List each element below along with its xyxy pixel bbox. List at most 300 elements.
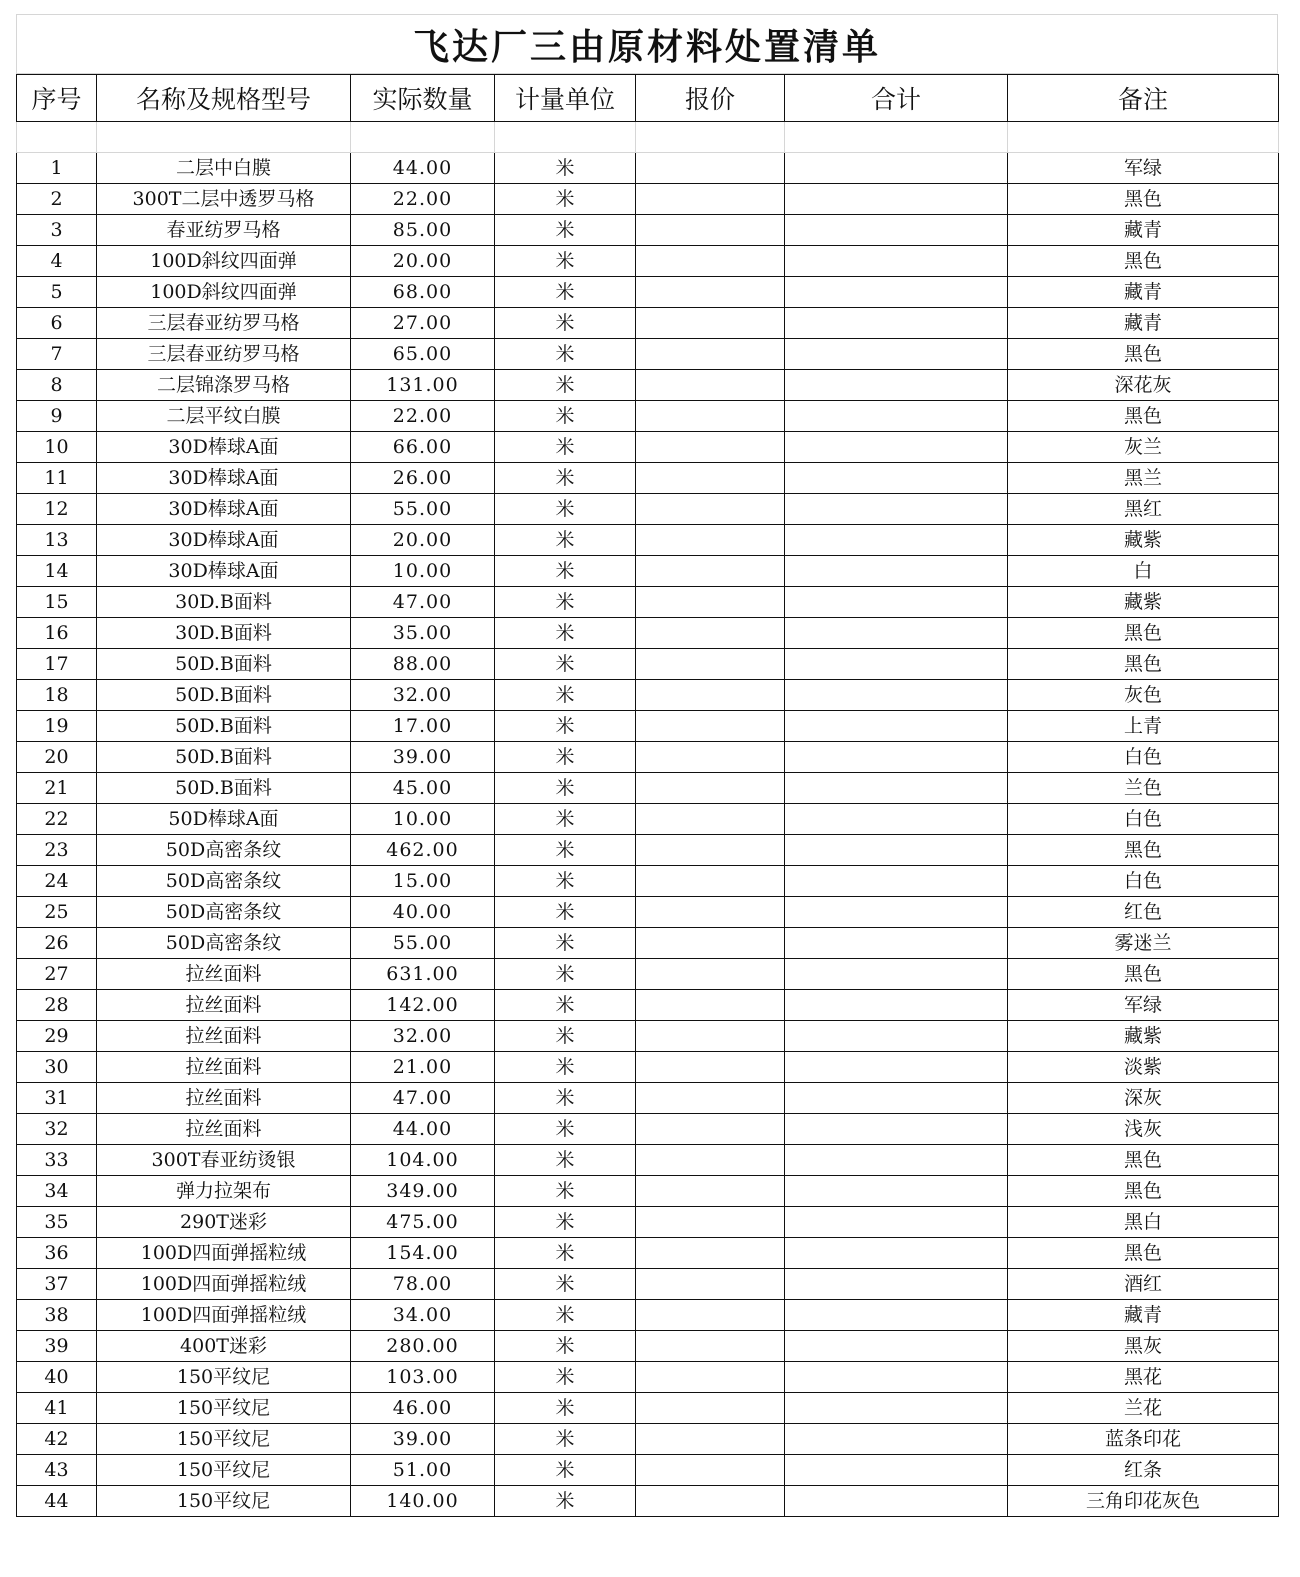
row-remark-cell[interactable]: 黑色	[1008, 1145, 1279, 1176]
row-quantity-cell[interactable]: 131.00	[351, 370, 495, 401]
row-unit-cell[interactable]: 米	[495, 1393, 636, 1424]
row-index-cell[interactable]: 43	[17, 1455, 97, 1486]
row-remark-cell[interactable]: 浅灰	[1008, 1114, 1279, 1145]
row-remark-cell[interactable]: 兰花	[1008, 1393, 1279, 1424]
row-quote-cell[interactable]	[636, 184, 785, 215]
row-index-cell[interactable]: 21	[17, 773, 97, 804]
row-name-cell[interactable]: 150平纹尼	[97, 1424, 351, 1455]
row-quantity-cell[interactable]: 65.00	[351, 339, 495, 370]
row-unit-cell[interactable]: 米	[495, 556, 636, 587]
row-quote-cell[interactable]	[636, 711, 785, 742]
row-total-cell[interactable]	[785, 432, 1008, 463]
row-quote-cell[interactable]	[636, 835, 785, 866]
row-quantity-cell[interactable]: 51.00	[351, 1455, 495, 1486]
header-quantity[interactable]: 实际数量	[351, 75, 495, 122]
row-quantity-cell[interactable]: 27.00	[351, 308, 495, 339]
row-name-cell[interactable]: 300T二层中透罗马格	[97, 184, 351, 215]
row-quantity-cell[interactable]: 142.00	[351, 990, 495, 1021]
row-index-cell[interactable]: 16	[17, 618, 97, 649]
row-unit-cell[interactable]: 米	[495, 525, 636, 556]
row-index-cell[interactable]: 34	[17, 1176, 97, 1207]
row-index-cell[interactable]: 44	[17, 1486, 97, 1517]
row-quantity-cell[interactable]: 631.00	[351, 959, 495, 990]
row-index-cell[interactable]: 20	[17, 742, 97, 773]
row-unit-cell[interactable]: 米	[495, 1362, 636, 1393]
row-quote-cell[interactable]	[636, 1238, 785, 1269]
row-unit-cell[interactable]: 米	[495, 680, 636, 711]
empty-cell[interactable]	[636, 122, 785, 153]
row-name-cell[interactable]: 30D棒球A面	[97, 494, 351, 525]
row-index-cell[interactable]: 12	[17, 494, 97, 525]
row-remark-cell[interactable]: 深灰	[1008, 1083, 1279, 1114]
row-total-cell[interactable]	[785, 587, 1008, 618]
row-unit-cell[interactable]: 米	[495, 897, 636, 928]
sheet-title[interactable]: 飞达厂三由原材料处置清单	[16, 14, 1278, 74]
row-unit-cell[interactable]: 米	[495, 1145, 636, 1176]
row-unit-cell[interactable]: 米	[495, 1455, 636, 1486]
row-index-cell[interactable]: 28	[17, 990, 97, 1021]
row-unit-cell[interactable]: 米	[495, 494, 636, 525]
row-remark-cell[interactable]: 灰兰	[1008, 432, 1279, 463]
row-quantity-cell[interactable]: 475.00	[351, 1207, 495, 1238]
row-total-cell[interactable]	[785, 1238, 1008, 1269]
row-total-cell[interactable]	[785, 1331, 1008, 1362]
row-total-cell[interactable]	[785, 215, 1008, 246]
row-remark-cell[interactable]: 藏紫	[1008, 587, 1279, 618]
row-total-cell[interactable]	[785, 804, 1008, 835]
row-total-cell[interactable]	[785, 773, 1008, 804]
row-quote-cell[interactable]	[636, 277, 785, 308]
row-remark-cell[interactable]: 黑色	[1008, 835, 1279, 866]
row-index-cell[interactable]: 41	[17, 1393, 97, 1424]
row-unit-cell[interactable]: 米	[495, 339, 636, 370]
row-remark-cell[interactable]: 蓝条印花	[1008, 1424, 1279, 1455]
row-index-cell[interactable]: 26	[17, 928, 97, 959]
row-total-cell[interactable]	[785, 1424, 1008, 1455]
row-quote-cell[interactable]	[636, 1331, 785, 1362]
row-quote-cell[interactable]	[636, 215, 785, 246]
row-index-cell[interactable]: 40	[17, 1362, 97, 1393]
header-unit[interactable]: 计量单位	[495, 75, 636, 122]
row-remark-cell[interactable]: 白色	[1008, 804, 1279, 835]
row-unit-cell[interactable]: 米	[495, 618, 636, 649]
row-index-cell[interactable]: 6	[17, 308, 97, 339]
row-total-cell[interactable]	[785, 401, 1008, 432]
row-unit-cell[interactable]: 米	[495, 711, 636, 742]
row-total-cell[interactable]	[785, 494, 1008, 525]
row-total-cell[interactable]	[785, 1145, 1008, 1176]
row-quantity-cell[interactable]: 17.00	[351, 711, 495, 742]
row-name-cell[interactable]: 100D斜纹四面弹	[97, 277, 351, 308]
row-name-cell[interactable]: 400T迷彩	[97, 1331, 351, 1362]
row-unit-cell[interactable]: 米	[495, 1114, 636, 1145]
row-total-cell[interactable]	[785, 1083, 1008, 1114]
row-name-cell[interactable]: 50D高密条纹	[97, 897, 351, 928]
row-name-cell[interactable]: 拉丝面料	[97, 1114, 351, 1145]
row-quote-cell[interactable]	[636, 370, 785, 401]
row-quote-cell[interactable]	[636, 1052, 785, 1083]
row-quantity-cell[interactable]: 21.00	[351, 1052, 495, 1083]
row-name-cell[interactable]: 150平纹尼	[97, 1486, 351, 1517]
row-name-cell[interactable]: 150平纹尼	[97, 1455, 351, 1486]
row-quantity-cell[interactable]: 66.00	[351, 432, 495, 463]
row-remark-cell[interactable]: 黑兰	[1008, 463, 1279, 494]
row-index-cell[interactable]: 42	[17, 1424, 97, 1455]
row-quote-cell[interactable]	[636, 1114, 785, 1145]
row-remark-cell[interactable]: 兰色	[1008, 773, 1279, 804]
row-name-cell[interactable]: 拉丝面料	[97, 1083, 351, 1114]
row-remark-cell[interactable]: 黑色	[1008, 1238, 1279, 1269]
row-quantity-cell[interactable]: 85.00	[351, 215, 495, 246]
row-index-cell[interactable]: 19	[17, 711, 97, 742]
empty-cell[interactable]	[495, 122, 636, 153]
row-unit-cell[interactable]: 米	[495, 742, 636, 773]
row-quantity-cell[interactable]: 26.00	[351, 463, 495, 494]
row-quantity-cell[interactable]: 10.00	[351, 804, 495, 835]
row-index-cell[interactable]: 25	[17, 897, 97, 928]
row-unit-cell[interactable]: 米	[495, 1269, 636, 1300]
row-unit-cell[interactable]: 米	[495, 246, 636, 277]
row-total-cell[interactable]	[785, 153, 1008, 184]
row-name-cell[interactable]: 150平纹尼	[97, 1393, 351, 1424]
row-quantity-cell[interactable]: 39.00	[351, 1424, 495, 1455]
row-quantity-cell[interactable]: 104.00	[351, 1145, 495, 1176]
row-quantity-cell[interactable]: 35.00	[351, 618, 495, 649]
header-quote[interactable]: 报价	[636, 75, 785, 122]
row-index-cell[interactable]: 13	[17, 525, 97, 556]
row-name-cell[interactable]: 100D四面弹摇粒绒	[97, 1238, 351, 1269]
row-quote-cell[interactable]	[636, 1207, 785, 1238]
row-quantity-cell[interactable]: 20.00	[351, 525, 495, 556]
row-quantity-cell[interactable]: 40.00	[351, 897, 495, 928]
row-index-cell[interactable]: 31	[17, 1083, 97, 1114]
row-unit-cell[interactable]: 米	[495, 1083, 636, 1114]
row-total-cell[interactable]	[785, 1455, 1008, 1486]
row-unit-cell[interactable]: 米	[495, 1176, 636, 1207]
row-quote-cell[interactable]	[636, 1269, 785, 1300]
row-remark-cell[interactable]: 灰色	[1008, 680, 1279, 711]
row-unit-cell[interactable]: 米	[495, 370, 636, 401]
empty-cell[interactable]	[351, 122, 495, 153]
row-remark-cell[interactable]: 黑色	[1008, 401, 1279, 432]
row-quote-cell[interactable]	[636, 432, 785, 463]
row-name-cell[interactable]: 30D棒球A面	[97, 463, 351, 494]
row-total-cell[interactable]	[785, 1393, 1008, 1424]
row-name-cell[interactable]: 50D.B面料	[97, 711, 351, 742]
row-quote-cell[interactable]	[636, 308, 785, 339]
row-name-cell[interactable]: 50D高密条纹	[97, 928, 351, 959]
row-quantity-cell[interactable]: 140.00	[351, 1486, 495, 1517]
row-remark-cell[interactable]: 黑色	[1008, 649, 1279, 680]
row-remark-cell[interactable]: 上青	[1008, 711, 1279, 742]
row-quote-cell[interactable]	[636, 1455, 785, 1486]
row-name-cell[interactable]: 拉丝面料	[97, 1021, 351, 1052]
row-total-cell[interactable]	[785, 711, 1008, 742]
row-quantity-cell[interactable]: 280.00	[351, 1331, 495, 1362]
row-index-cell[interactable]: 3	[17, 215, 97, 246]
row-name-cell[interactable]: 二层中白膜	[97, 153, 351, 184]
row-quantity-cell[interactable]: 349.00	[351, 1176, 495, 1207]
row-unit-cell[interactable]: 米	[495, 773, 636, 804]
row-name-cell[interactable]: 二层平纹白膜	[97, 401, 351, 432]
empty-cell[interactable]	[17, 122, 97, 153]
row-quote-cell[interactable]	[636, 1486, 785, 1517]
row-name-cell[interactable]: 50D高密条纹	[97, 835, 351, 866]
row-total-cell[interactable]	[785, 866, 1008, 897]
row-unit-cell[interactable]: 米	[495, 308, 636, 339]
row-total-cell[interactable]	[785, 742, 1008, 773]
row-quantity-cell[interactable]: 22.00	[351, 184, 495, 215]
row-name-cell[interactable]: 50D.B面料	[97, 680, 351, 711]
row-quantity-cell[interactable]: 34.00	[351, 1300, 495, 1331]
row-name-cell[interactable]: 三层春亚纺罗马格	[97, 339, 351, 370]
row-total-cell[interactable]	[785, 1300, 1008, 1331]
row-remark-cell[interactable]: 白色	[1008, 866, 1279, 897]
row-quantity-cell[interactable]: 55.00	[351, 928, 495, 959]
row-quote-cell[interactable]	[636, 928, 785, 959]
row-quantity-cell[interactable]: 78.00	[351, 1269, 495, 1300]
row-total-cell[interactable]	[785, 556, 1008, 587]
row-remark-cell[interactable]: 黑色	[1008, 184, 1279, 215]
row-name-cell[interactable]: 50D.B面料	[97, 773, 351, 804]
row-quote-cell[interactable]	[636, 1424, 785, 1455]
row-quote-cell[interactable]	[636, 1362, 785, 1393]
row-unit-cell[interactable]: 米	[495, 587, 636, 618]
row-unit-cell[interactable]: 米	[495, 1300, 636, 1331]
row-total-cell[interactable]	[785, 618, 1008, 649]
row-index-cell[interactable]: 27	[17, 959, 97, 990]
row-unit-cell[interactable]: 米	[495, 153, 636, 184]
row-index-cell[interactable]: 37	[17, 1269, 97, 1300]
row-total-cell[interactable]	[785, 308, 1008, 339]
row-remark-cell[interactable]: 黑色	[1008, 339, 1279, 370]
row-total-cell[interactable]	[785, 649, 1008, 680]
row-quantity-cell[interactable]: 88.00	[351, 649, 495, 680]
header-total[interactable]: 合计	[785, 75, 1008, 122]
row-unit-cell[interactable]: 米	[495, 1207, 636, 1238]
row-name-cell[interactable]: 50D.B面料	[97, 649, 351, 680]
row-unit-cell[interactable]: 米	[495, 184, 636, 215]
row-quote-cell[interactable]	[636, 990, 785, 1021]
row-total-cell[interactable]	[785, 1021, 1008, 1052]
row-quote-cell[interactable]	[636, 1176, 785, 1207]
row-name-cell[interactable]: 弹力拉架布	[97, 1176, 351, 1207]
row-quote-cell[interactable]	[636, 897, 785, 928]
row-total-cell[interactable]	[785, 1207, 1008, 1238]
row-remark-cell[interactable]: 深花灰	[1008, 370, 1279, 401]
row-quote-cell[interactable]	[636, 494, 785, 525]
row-remark-cell[interactable]: 黑白	[1008, 1207, 1279, 1238]
row-total-cell[interactable]	[785, 246, 1008, 277]
row-index-cell[interactable]: 15	[17, 587, 97, 618]
row-remark-cell[interactable]: 淡紫	[1008, 1052, 1279, 1083]
row-remark-cell[interactable]: 黑花	[1008, 1362, 1279, 1393]
empty-cell[interactable]	[1008, 122, 1279, 153]
row-remark-cell[interactable]: 藏青	[1008, 277, 1279, 308]
row-unit-cell[interactable]: 米	[495, 401, 636, 432]
row-name-cell[interactable]: 拉丝面料	[97, 959, 351, 990]
header-index[interactable]: 序号	[17, 75, 97, 122]
row-quantity-cell[interactable]: 44.00	[351, 1114, 495, 1145]
row-quote-cell[interactable]	[636, 463, 785, 494]
row-quantity-cell[interactable]: 10.00	[351, 556, 495, 587]
row-quantity-cell[interactable]: 22.00	[351, 401, 495, 432]
row-name-cell[interactable]: 100D斜纹四面弹	[97, 246, 351, 277]
row-quote-cell[interactable]	[636, 525, 785, 556]
row-quote-cell[interactable]	[636, 1145, 785, 1176]
row-index-cell[interactable]: 24	[17, 866, 97, 897]
row-index-cell[interactable]: 35	[17, 1207, 97, 1238]
row-quantity-cell[interactable]: 20.00	[351, 246, 495, 277]
row-total-cell[interactable]	[785, 277, 1008, 308]
row-index-cell[interactable]: 4	[17, 246, 97, 277]
row-name-cell[interactable]: 100D四面弹摇粒绒	[97, 1269, 351, 1300]
row-quote-cell[interactable]	[636, 556, 785, 587]
row-remark-cell[interactable]: 藏青	[1008, 1300, 1279, 1331]
row-remark-cell[interactable]: 黑灰	[1008, 1331, 1279, 1362]
row-index-cell[interactable]: 17	[17, 649, 97, 680]
row-unit-cell[interactable]: 米	[495, 959, 636, 990]
row-quote-cell[interactable]	[636, 401, 785, 432]
row-unit-cell[interactable]: 米	[495, 866, 636, 897]
row-quote-cell[interactable]	[636, 804, 785, 835]
row-unit-cell[interactable]: 米	[495, 1331, 636, 1362]
row-quote-cell[interactable]	[636, 153, 785, 184]
row-name-cell[interactable]: 拉丝面料	[97, 1052, 351, 1083]
row-unit-cell[interactable]: 米	[495, 649, 636, 680]
row-total-cell[interactable]	[785, 897, 1008, 928]
row-unit-cell[interactable]: 米	[495, 463, 636, 494]
row-quantity-cell[interactable]: 32.00	[351, 1021, 495, 1052]
row-name-cell[interactable]: 春亚纺罗马格	[97, 215, 351, 246]
row-remark-cell[interactable]: 藏青	[1008, 215, 1279, 246]
row-remark-cell[interactable]: 雾迷兰	[1008, 928, 1279, 959]
row-quantity-cell[interactable]: 68.00	[351, 277, 495, 308]
row-name-cell[interactable]: 30D.B面料	[97, 618, 351, 649]
row-quantity-cell[interactable]: 32.00	[351, 680, 495, 711]
row-total-cell[interactable]	[785, 1052, 1008, 1083]
row-quantity-cell[interactable]: 44.00	[351, 153, 495, 184]
row-index-cell[interactable]: 23	[17, 835, 97, 866]
row-index-cell[interactable]: 30	[17, 1052, 97, 1083]
row-unit-cell[interactable]: 米	[495, 277, 636, 308]
row-quantity-cell[interactable]: 47.00	[351, 587, 495, 618]
header-remark[interactable]: 备注	[1008, 75, 1279, 122]
row-total-cell[interactable]	[785, 928, 1008, 959]
row-remark-cell[interactable]: 白	[1008, 556, 1279, 587]
row-remark-cell[interactable]: 军绿	[1008, 153, 1279, 184]
row-index-cell[interactable]: 33	[17, 1145, 97, 1176]
row-total-cell[interactable]	[785, 1362, 1008, 1393]
row-quote-cell[interactable]	[636, 866, 785, 897]
row-index-cell[interactable]: 29	[17, 1021, 97, 1052]
row-name-cell[interactable]: 30D棒球A面	[97, 525, 351, 556]
row-name-cell[interactable]: 拉丝面料	[97, 990, 351, 1021]
row-total-cell[interactable]	[785, 835, 1008, 866]
row-index-cell[interactable]: 11	[17, 463, 97, 494]
row-unit-cell[interactable]: 米	[495, 928, 636, 959]
row-index-cell[interactable]: 39	[17, 1331, 97, 1362]
row-total-cell[interactable]	[785, 339, 1008, 370]
row-index-cell[interactable]: 5	[17, 277, 97, 308]
row-quantity-cell[interactable]: 55.00	[351, 494, 495, 525]
row-remark-cell[interactable]: 红条	[1008, 1455, 1279, 1486]
row-name-cell[interactable]: 150平纹尼	[97, 1362, 351, 1393]
row-name-cell[interactable]: 三层春亚纺罗马格	[97, 308, 351, 339]
row-remark-cell[interactable]: 黑红	[1008, 494, 1279, 525]
row-remark-cell[interactable]: 藏青	[1008, 308, 1279, 339]
row-unit-cell[interactable]: 米	[495, 990, 636, 1021]
row-quantity-cell[interactable]: 39.00	[351, 742, 495, 773]
row-total-cell[interactable]	[785, 525, 1008, 556]
row-index-cell[interactable]: 10	[17, 432, 97, 463]
row-quote-cell[interactable]	[636, 1300, 785, 1331]
row-quote-cell[interactable]	[636, 742, 785, 773]
row-name-cell[interactable]: 30D.B面料	[97, 587, 351, 618]
row-remark-cell[interactable]: 黑色	[1008, 246, 1279, 277]
row-quote-cell[interactable]	[636, 649, 785, 680]
row-total-cell[interactable]	[785, 184, 1008, 215]
row-remark-cell[interactable]: 军绿	[1008, 990, 1279, 1021]
row-index-cell[interactable]: 18	[17, 680, 97, 711]
row-quote-cell[interactable]	[636, 587, 785, 618]
row-unit-cell[interactable]: 米	[495, 215, 636, 246]
empty-cell[interactable]	[97, 122, 351, 153]
row-index-cell[interactable]: 8	[17, 370, 97, 401]
row-index-cell[interactable]: 14	[17, 556, 97, 587]
row-index-cell[interactable]: 9	[17, 401, 97, 432]
row-quote-cell[interactable]	[636, 339, 785, 370]
row-unit-cell[interactable]: 米	[495, 1021, 636, 1052]
row-name-cell[interactable]: 290T迷彩	[97, 1207, 351, 1238]
row-name-cell[interactable]: 30D棒球A面	[97, 432, 351, 463]
row-unit-cell[interactable]: 米	[495, 835, 636, 866]
row-quote-cell[interactable]	[636, 959, 785, 990]
row-name-cell[interactable]: 30D棒球A面	[97, 556, 351, 587]
row-remark-cell[interactable]: 酒红	[1008, 1269, 1279, 1300]
row-quote-cell[interactable]	[636, 618, 785, 649]
row-remark-cell[interactable]: 白色	[1008, 742, 1279, 773]
row-total-cell[interactable]	[785, 1269, 1008, 1300]
row-name-cell[interactable]: 50D高密条纹	[97, 866, 351, 897]
row-remark-cell[interactable]: 藏紫	[1008, 1021, 1279, 1052]
row-name-cell[interactable]: 300T春亚纺烫银	[97, 1145, 351, 1176]
row-remark-cell[interactable]: 红色	[1008, 897, 1279, 928]
row-quantity-cell[interactable]: 462.00	[351, 835, 495, 866]
row-quote-cell[interactable]	[636, 246, 785, 277]
row-remark-cell[interactable]: 黑色	[1008, 959, 1279, 990]
row-name-cell[interactable]: 100D四面弹摇粒绒	[97, 1300, 351, 1331]
row-quote-cell[interactable]	[636, 680, 785, 711]
row-quantity-cell[interactable]: 46.00	[351, 1393, 495, 1424]
row-quote-cell[interactable]	[636, 1021, 785, 1052]
row-index-cell[interactable]: 22	[17, 804, 97, 835]
row-quantity-cell[interactable]: 45.00	[351, 773, 495, 804]
row-remark-cell[interactable]: 黑色	[1008, 1176, 1279, 1207]
row-name-cell[interactable]: 50D棒球A面	[97, 804, 351, 835]
row-unit-cell[interactable]: 米	[495, 1052, 636, 1083]
row-unit-cell[interactable]: 米	[495, 1486, 636, 1517]
row-total-cell[interactable]	[785, 959, 1008, 990]
row-total-cell[interactable]	[785, 1114, 1008, 1145]
row-name-cell[interactable]: 二层锦涤罗马格	[97, 370, 351, 401]
empty-cell[interactable]	[785, 122, 1008, 153]
row-total-cell[interactable]	[785, 1176, 1008, 1207]
row-quantity-cell[interactable]: 103.00	[351, 1362, 495, 1393]
row-quote-cell[interactable]	[636, 1083, 785, 1114]
row-remark-cell[interactable]: 三角印花灰色	[1008, 1486, 1279, 1517]
row-quantity-cell[interactable]: 47.00	[351, 1083, 495, 1114]
